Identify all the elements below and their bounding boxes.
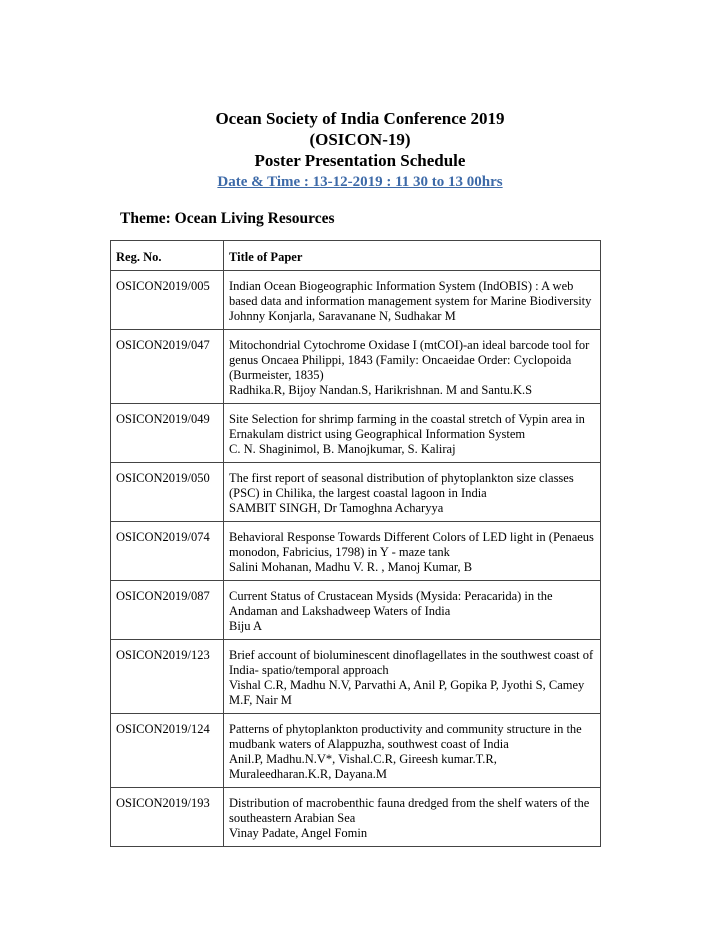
paper-cell: [224, 714, 601, 788]
document-header: [0, 108, 720, 192]
date-time-line: Date & Time : 13-12-2019 : 11 30 to 13 00hrs: [217, 174, 503, 190]
paper-authors: Johnny Konjarla, Saravanane N, Sudhakar M: [229, 309, 456, 323]
table-row: [111, 330, 601, 404]
paper-title: Indian Ocean Biogeographic Information System (IndOBIS) : A web based data and information management system for Marine Biodiversity: [229, 279, 592, 308]
theme-heading: Theme: Ocean Living Resources: [120, 210, 335, 227]
table-body: [111, 271, 601, 847]
table-row: [111, 522, 601, 581]
header-title-of-paper: Title of Paper: [224, 241, 601, 271]
schedule-title: Poster Presentation Schedule: [254, 151, 466, 170]
poster-schedule-table: [110, 240, 601, 847]
paper-title: Site Selection for shrimp farming in the coastal stretch of Vypin area in Ernakulam district using Geographical Information System: [229, 412, 585, 441]
paper-cell: [224, 404, 601, 463]
table-row: [111, 404, 601, 463]
paper-authors: Vishal C.R, Madhu N.V, Parvathi A, Anil P, Gopika P, Jyothi S, Camey M.F, Nair M: [229, 678, 585, 707]
paper-title: Behavioral Response Towards Different Colors of LED light in (Penaeus monodon, Fabricius, 1798) in Y - maze tank: [229, 530, 594, 559]
conference-title: Ocean Society of India Conference 2019: [215, 109, 505, 128]
paper-authors: Salini Mohanan, Madhu V. R. , Manoj Kumar, B: [229, 560, 473, 574]
paper-title: The first report of seasonal distribution of phytoplankton size classes (PSC) in Chilika, the largest coastal lagoon in India: [229, 471, 574, 500]
paper-cell: [224, 271, 601, 330]
paper-authors: SAMBIT SINGH, Dr Tamoghna Acharyya: [229, 501, 444, 515]
table-row: [111, 271, 601, 330]
paper-title: Mitochondrial Cytochrome Oxidase I (mtCOI)-an ideal barcode tool for genus Oncaea Philippi, 1843 (Family: Oncaeidae Order: Cyclopoida (Burmeister, 1835): [229, 338, 590, 382]
reg-no-cell: OSICON2019/005: [111, 271, 224, 330]
paper-cell: [224, 463, 601, 522]
paper-title: Current Status of Crustacean Mysids (Mysida: Peracarida) in the Andaman and Lakshadweep Waters of India: [229, 589, 553, 618]
paper-authors: Radhika.R, Bijoy Nandan.S, Harikrishnan. M and Santu.K.S: [229, 383, 533, 397]
reg-no-cell: OSICON2019/049: [111, 404, 224, 463]
reg-no-cell: OSICON2019/124: [111, 714, 224, 788]
reg-no-cell: OSICON2019/087: [111, 581, 224, 640]
reg-no-cell: OSICON2019/074: [111, 522, 224, 581]
paper-cell: [224, 581, 601, 640]
paper-authors: Biju A: [229, 619, 262, 633]
reg-no-cell: OSICON2019/047: [111, 330, 224, 404]
table-row: [111, 788, 601, 847]
table-row: [111, 714, 601, 788]
table-header-row: [111, 241, 601, 271]
table-row: [111, 581, 601, 640]
paper-title: Distribution of macrobenthic fauna dredged from the shelf waters of the southeastern Arabian Sea: [229, 796, 590, 825]
paper-authors: Vinay Padate, Angel Fomin: [229, 826, 368, 840]
paper-cell: [224, 788, 601, 847]
table-row: [111, 463, 601, 522]
reg-no-cell: OSICON2019/123: [111, 640, 224, 714]
paper-cell: [224, 522, 601, 581]
reg-no-cell: OSICON2019/050: [111, 463, 224, 522]
paper-title: Brief account of bioluminescent dinoflagellates in the southwest coast of India- spatio/temporal approach: [229, 648, 594, 677]
paper-cell: [224, 330, 601, 404]
paper-title: Patterns of phytoplankton productivity and community structure in the mudbank waters of Alappuzha, southwest coast of India: [229, 722, 582, 751]
paper-authors: Anil.P, Madhu.N.V*, Vishal.C.R, Gireesh kumar.T.R, Muraleedharan.K.R, Dayana.M: [229, 752, 497, 781]
table-row: [111, 640, 601, 714]
paper-cell: [224, 640, 601, 714]
header-reg-no: Reg. No.: [111, 241, 224, 271]
reg-no-cell: OSICON2019/193: [111, 788, 224, 847]
conference-acronym: (OSICON-19): [309, 130, 411, 149]
paper-authors: C. N. Shaginimol, B. Manojkumar, S. Kaliraj: [229, 442, 456, 456]
